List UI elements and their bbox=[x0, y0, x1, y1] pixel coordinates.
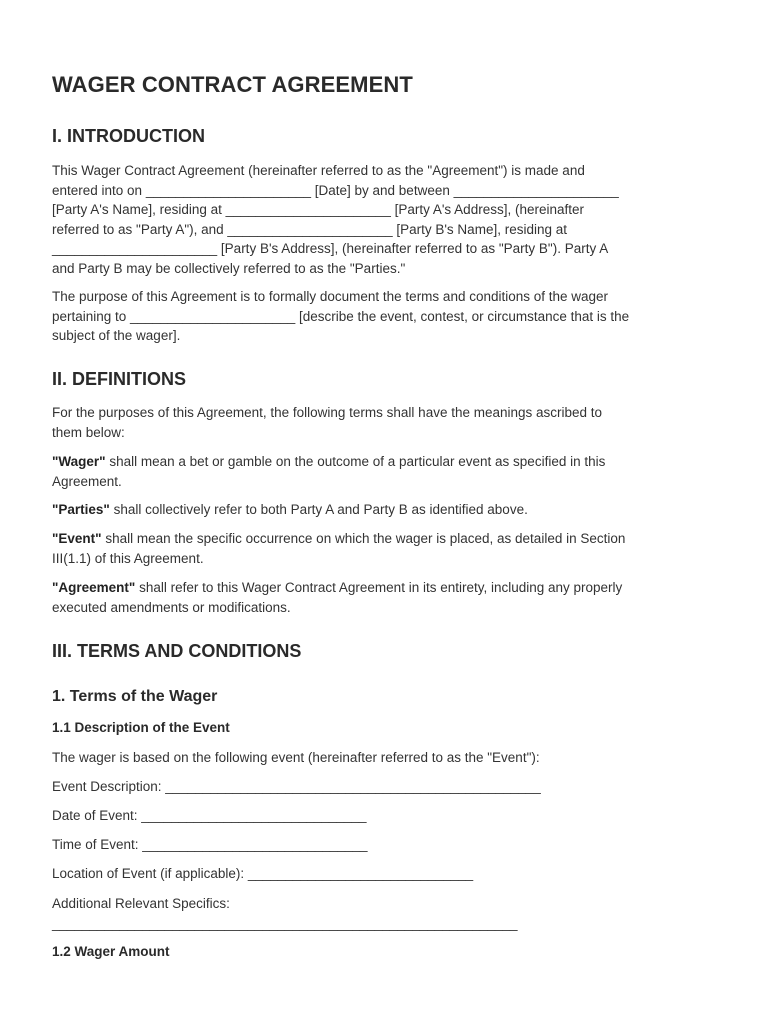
text-line: The purpose of this Agreement is to formally document the terms and conditions of the wager bbox=[52, 289, 609, 304]
definition-text: executed amendments or modifications. bbox=[52, 599, 291, 615]
definition-text: shall mean a bet or gamble on the outcome of a particular event as specified in this bbox=[105, 454, 606, 469]
text-line: referred to as "Party A"), and ______________________ [Party B's Name], residing at bbox=[52, 221, 567, 237]
defined-term: "Wager" bbox=[52, 454, 106, 469]
text-line: For the purposes of this Agreement, the following terms shall have the meanings ascribed to bbox=[52, 405, 603, 420]
field-date-of-event: Date of Event: ______________________________ bbox=[52, 808, 367, 823]
text-line: pertaining to ______________________ [describe the event, contest, or circumstance that is the bbox=[52, 308, 630, 324]
field-time-of-event: Time of Event: ______________________________ bbox=[52, 837, 368, 852]
text-line: The wager is based on the following event (hereinafter referred to as the "Event"): bbox=[52, 750, 540, 765]
text-line: subject of the wager]. bbox=[52, 328, 181, 343]
text-line: entered into on ______________________ [Date] by and between ______________________ bbox=[52, 182, 619, 198]
document-title: WAGER CONTRACT AGREEMENT bbox=[52, 72, 413, 97]
defined-term: "Parties" bbox=[52, 502, 110, 517]
defined-term: "Agreement" bbox=[52, 580, 136, 595]
subsection-heading-event-description: 1.1 Description of the Event bbox=[52, 720, 230, 735]
definition-text: shall mean the specific occurrence on which the wager is placed, as detailed in Section bbox=[101, 531, 626, 546]
section-heading-terms: III. TERMS AND CONDITIONS bbox=[52, 641, 302, 661]
text-line: ______________________ [Party B's Address], (hereinafter referred to as "Party B"). Party A bbox=[52, 241, 609, 256]
defined-term: "Event" bbox=[52, 531, 102, 546]
subsection-heading-terms-of-wager: 1. Terms of the Wager bbox=[52, 688, 218, 705]
definition-parties bbox=[52, 500, 528, 520]
text-line: [Party A's Name], residing at ______________________ [Party A's Address], (hereinafter bbox=[52, 202, 584, 217]
definition-wager bbox=[52, 452, 605, 491]
text-line: This Wager Contract Agreement (hereinafter referred to as the "Agreement") is made and bbox=[52, 163, 585, 178]
definition-text: shall refer to this Wager Contract Agreement in its entirety, including any properly bbox=[135, 580, 623, 595]
section-heading-introduction: I. INTRODUCTION bbox=[52, 126, 205, 146]
definition-event bbox=[52, 529, 625, 568]
definitions-intro bbox=[52, 403, 602, 442]
definition-text: III(1.1) of this Agreement. bbox=[52, 550, 204, 566]
intro-paragraph-parties bbox=[52, 161, 619, 278]
text-line: and Party B may be collectively referred to as the "Parties." bbox=[52, 260, 406, 276]
field-event-description: Event Description: __________________________________________________ bbox=[52, 779, 541, 794]
field-location-of-event: Location of Event (if applicable): ______________________________ bbox=[52, 866, 474, 881]
definition-agreement bbox=[52, 578, 622, 617]
subsection-heading-wager-amount: 1.2 Wager Amount bbox=[52, 944, 170, 959]
definition-text: shall collectively refer to both Party A and Party B as identified above. bbox=[109, 502, 528, 517]
text-line: them below: bbox=[52, 424, 125, 440]
intro-paragraph-purpose bbox=[52, 287, 629, 346]
section-heading-definitions: II. DEFINITIONS bbox=[52, 369, 187, 389]
definition-text: Agreement. bbox=[52, 473, 122, 489]
event-intro bbox=[52, 748, 540, 768]
field-additional-specifics: Additional Relevant Specifics: ______________________________________________________________ bbox=[52, 896, 518, 931]
